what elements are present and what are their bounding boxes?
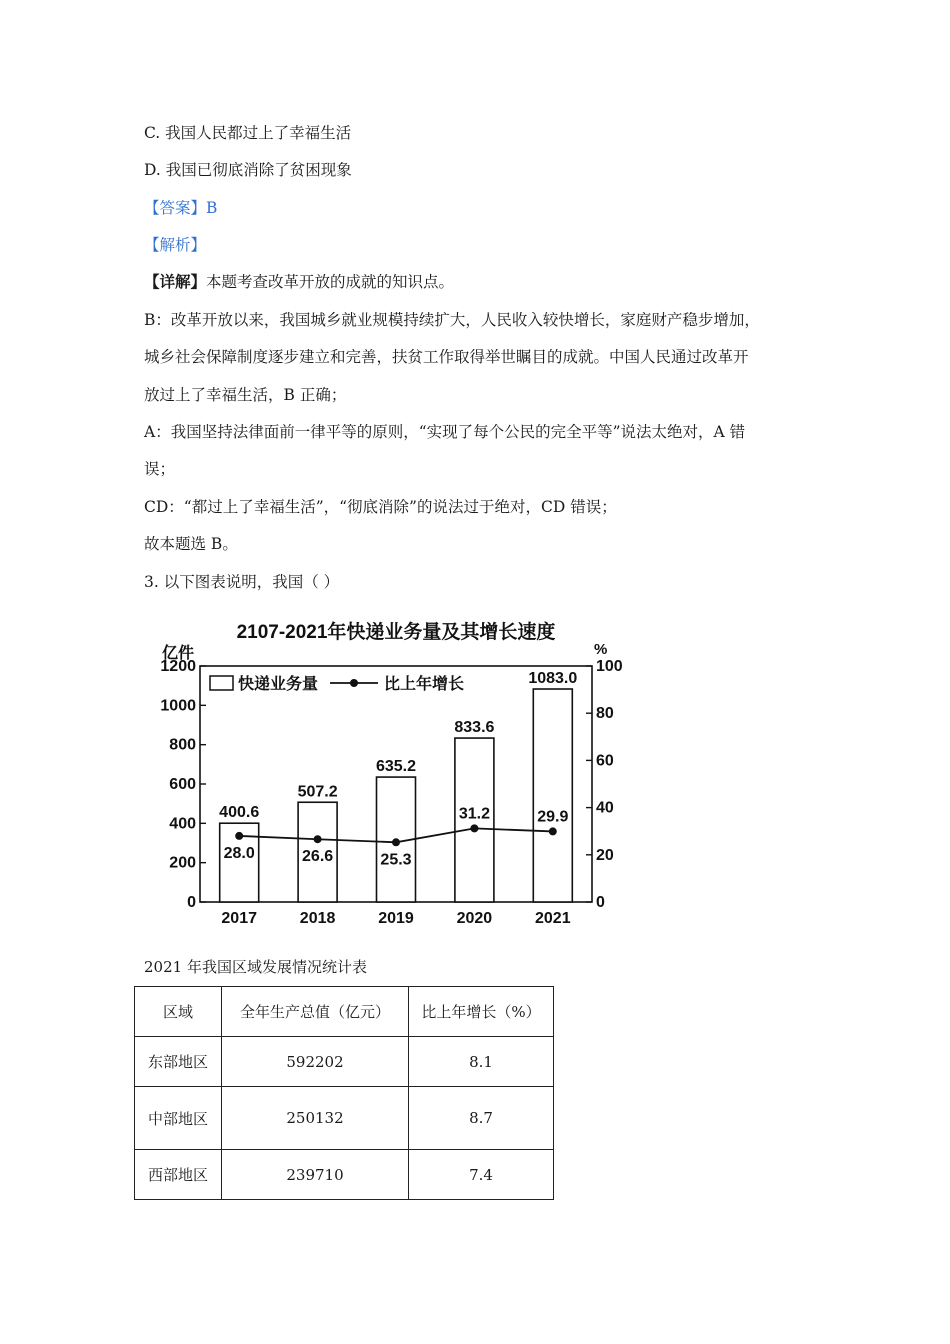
growth-point [470,824,478,832]
bar-value-label: 1083.0 [528,670,578,688]
left-tick-label: 800 [169,736,196,754]
table-header: 全年生产总值（亿元） [222,987,409,1037]
right-tick-label: 0 [596,894,605,911]
category-label: 2021 [535,910,571,927]
express-chart [140,612,640,932]
left-tick-label: 1000 [160,697,196,715]
answer-label: 【答案】B [144,199,218,217]
right-tick-label: 60 [596,752,614,770]
question-3: 3. 以下图表说明，我国（ ） [144,573,340,591]
category-label: 2020 [456,910,493,927]
table-row [135,1087,554,1150]
detail-b-line3: 放过上了幸福生活，B 正确； [144,386,347,404]
detail-b-line2: 城乡社会保障制度逐步建立和完善，扶贫工作取得举世瞩目的成就。中国人民通过改革开 [144,348,749,366]
detail-b-line1: B：改革开放以来，我国城乡就业规模持续扩大，人民收入较快增长，家庭财产稳步增加， [144,311,760,329]
table-header-row [135,987,554,1037]
growth-point [235,832,243,840]
analysis-label: 【解析】 [144,236,207,254]
table-cell: 8.1 [409,1037,554,1087]
legend-bar-swatch [210,676,233,690]
growth-value-label: 26.6 [302,848,334,866]
table-cell: 592202 [222,1037,409,1087]
table-cell: 239710 [222,1150,409,1200]
legend-line-marker [350,679,358,687]
bar-value-label: 833.6 [454,719,495,737]
category-label: 2018 [299,910,336,927]
table-cell: 7.4 [409,1150,554,1200]
table-cell: 中部地区 [135,1087,222,1150]
table-cell: 250132 [222,1087,409,1150]
detail-cd-line: CD：“都过上了幸福生活”，“彻底消除”的说法过于绝对，CD 错误； [144,498,617,516]
bar-value-label: 400.6 [219,804,260,822]
bar-value-label: 635.2 [375,758,417,776]
left-tick-label: 600 [169,776,196,793]
left-axis-unit: 亿件 [162,645,195,662]
option-d: D. 我国已彻底消除了贫困现象 [144,161,352,179]
growth-value-label: 29.9 [537,808,569,826]
table-row [135,1037,554,1087]
left-tick-label: 0 [187,894,196,911]
right-tick-label: 40 [596,799,614,817]
detail-a-line1: A：我国坚持法律面前一律平等的原则，“实现了每个公民的完全平等”说法太绝对，A 错 [144,423,746,441]
table-cell: 东部地区 [135,1037,222,1087]
legend-bar-label: 快递业务量 [238,676,319,693]
right-tick-label: 80 [596,705,614,723]
bar-value-label: 507.2 [297,783,338,801]
table-cell: 8.7 [409,1087,554,1150]
detail-intro-line [144,271,454,293]
table-cell: 西部地区 [135,1150,222,1200]
left-tick-label: 400 [169,815,196,833]
legend-line-label: 比上年增长 [384,676,465,693]
detail-conclusion: 故本题选 B。 [144,535,238,553]
growth-point [314,835,322,843]
growth-value-label: 31.2 [458,805,490,823]
category-label: 2019 [378,910,414,927]
bar [533,689,572,902]
region-stats-table [134,986,554,1200]
right-tick-label: 100 [596,658,623,675]
right-axis-unit: % [594,641,608,658]
table-row [135,1150,554,1200]
table-header: 比上年增长（%） [409,987,554,1037]
table-caption: 2021 年我国区域发展情况统计表 [144,958,367,976]
option-c: C. 我国人民都过上了幸福生活 [144,124,352,142]
growth-point [549,827,557,835]
table-header: 区域 [135,987,222,1037]
left-tick-label: 1200 [160,658,196,675]
growth-value-label: 25.3 [380,851,412,869]
category-label: 2017 [221,910,257,927]
detail-intro: 本题考查改革开放的成就的知识点。 [206,273,455,291]
left-tick-label: 200 [169,854,196,872]
chart-title: 2107-2021年快递业务量及其增长速度 [236,622,556,643]
right-tick-label: 20 [596,846,614,864]
detail-label: 【详解】 [144,272,207,291]
growth-value-label: 28.0 [223,844,255,862]
growth-point [392,838,400,846]
detail-a-line2: 误； [144,460,176,478]
